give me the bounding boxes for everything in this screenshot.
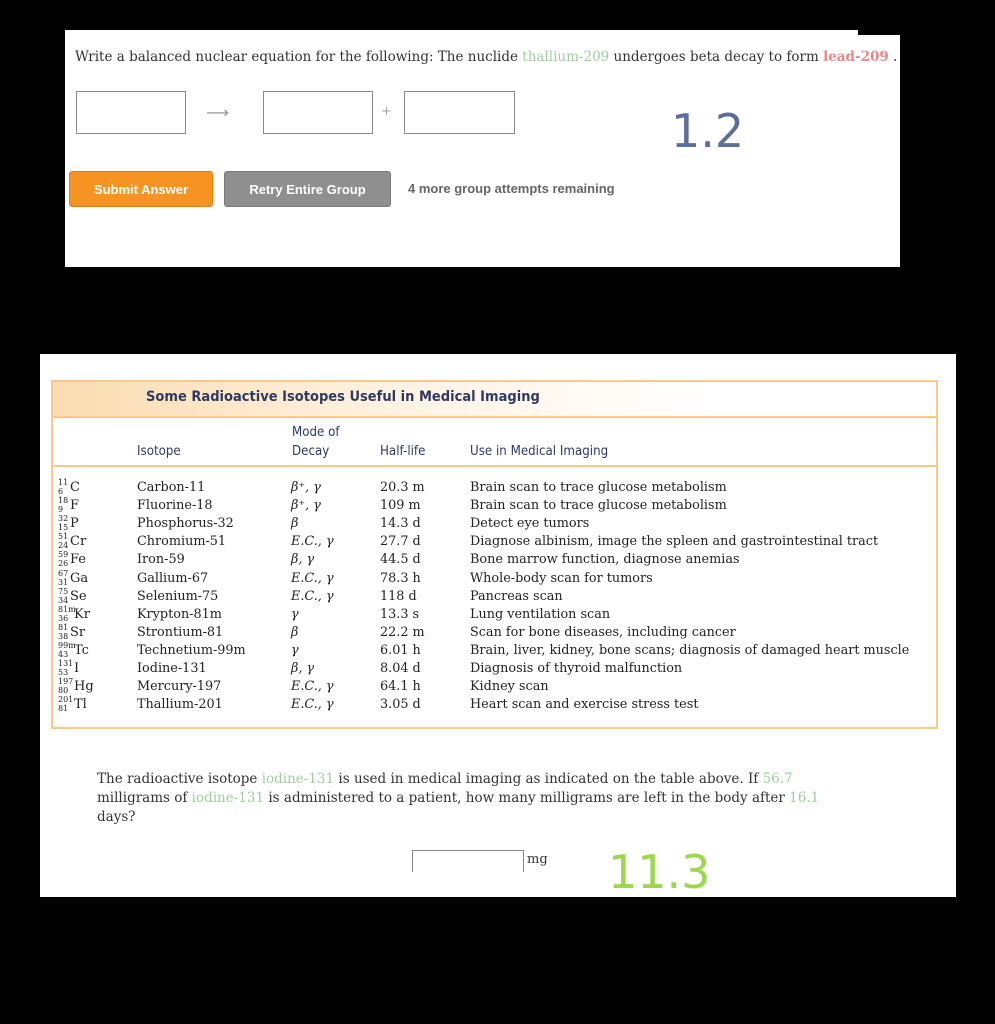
- header-divider: [53, 465, 936, 467]
- medical-use: Scan for bone diseases, including cancer: [470, 624, 736, 640]
- header-use: Use in Medical Imaging: [470, 443, 609, 459]
- atomic-number: 81: [58, 704, 69, 714]
- isotope-name: Fluorine-18: [137, 498, 213, 514]
- mass-number: 18: [58, 496, 69, 506]
- header-halflife: Half-life: [380, 443, 426, 459]
- medical-use: Whole-body scan for tumors: [470, 570, 653, 586]
- half-life: 14.3 d: [380, 516, 421, 532]
- answer-mg-input[interactable]: [412, 850, 524, 872]
- atomic-number: 9: [58, 505, 64, 515]
- q-part4: is administered to a patient, how many milligrams are left in the body after: [264, 790, 790, 806]
- product-1-input[interactable]: [263, 91, 373, 134]
- mass-number: 32: [58, 514, 69, 524]
- medical-use: Diagnose albinism, image the spleen and gastrointestinal tract: [470, 534, 879, 550]
- header-isotope: Isotope: [137, 443, 181, 459]
- panel-edge-cutout: [858, 30, 900, 35]
- mass-number: 75: [58, 586, 69, 596]
- isotope-name: Strontium-81: [137, 624, 224, 640]
- table-row: [53, 624, 936, 642]
- half-life: 22.2 m: [380, 624, 425, 640]
- medical-use: Diagnosis of thyroid malfunction: [470, 661, 683, 676]
- element-symbol: Sr: [70, 624, 86, 640]
- table-row: [53, 660, 936, 678]
- q-amount: 56.7: [762, 771, 793, 787]
- half-life-question-panel: [40, 354, 956, 897]
- handwritten-annotation: 11.3: [608, 845, 711, 899]
- isotope-name: Technetium-99m: [137, 642, 246, 658]
- medical-use: Brain, liver, kidney, bone scans; diagnosis of damaged heart muscle: [470, 642, 910, 658]
- isotope-symbol: [58, 604, 90, 624]
- table-row: [53, 678, 936, 696]
- question-reactant-nuclide: thallium-209: [522, 49, 610, 65]
- isotope-name: Krypton-81m: [137, 606, 222, 622]
- table-row: [53, 533, 936, 551]
- mass-number: 197: [58, 677, 74, 687]
- submit-answer-button[interactable]: Submit Answer: [69, 171, 213, 207]
- half-life: 6.01 h: [380, 642, 421, 658]
- element-symbol: F: [70, 498, 80, 514]
- atomic-number: 31: [58, 577, 69, 587]
- decay-mode: γ: [291, 606, 299, 622]
- half-life: 20.3 m: [380, 480, 425, 495]
- isotope-symbol: [58, 496, 80, 515]
- q-isotope: iodine-131: [261, 771, 335, 787]
- isotope-symbol: [58, 695, 87, 714]
- isotope-name: Thallium-201: [137, 697, 223, 713]
- title-divider: [53, 416, 936, 418]
- q-isotope-2: iodine-131: [191, 790, 265, 806]
- atomic-number: 6: [58, 487, 64, 496]
- product-2-input[interactable]: [404, 91, 515, 134]
- decay-mode: β: [291, 624, 299, 640]
- element-symbol: Cr: [70, 534, 87, 550]
- half-life: 109 m: [380, 498, 421, 514]
- q-part2: is used in medical imaging as indicated on the table above. If: [334, 771, 763, 787]
- isotope-name: Phosphorus-32: [137, 516, 234, 532]
- table-row: [53, 696, 936, 714]
- half-life: 13.3 s: [380, 606, 420, 622]
- table-row: [53, 588, 936, 606]
- isotope-name: Mercury-197: [137, 679, 222, 695]
- table-title-bar: [53, 382, 936, 416]
- table-title: Some Radioactive Isotopes Useful in Medical Imaging: [146, 389, 540, 405]
- medical-use: Bone marrow function, diagnose anemias: [470, 552, 740, 568]
- header-mode-line2: Decay: [292, 443, 330, 459]
- table-row: [53, 551, 936, 569]
- unit-label: mg: [527, 852, 548, 867]
- decay-mode: E.C., γ: [291, 570, 334, 586]
- element-symbol: P: [70, 516, 79, 532]
- q-time: 16.1: [789, 790, 820, 806]
- q-part1: The radioactive isotope: [97, 771, 262, 787]
- mass-number: 59: [58, 550, 69, 560]
- medical-use: Kidney scan: [470, 679, 549, 695]
- isotope-name: Iron-59: [137, 552, 185, 568]
- decay-mode: E.C., γ: [291, 588, 334, 604]
- medical-use: Detect eye tumors: [470, 516, 590, 532]
- isotope-symbol: [58, 550, 87, 569]
- decay-mode: β: [291, 516, 299, 532]
- medical-use: Pancreas scan: [470, 588, 563, 604]
- question-text: [75, 49, 905, 65]
- half-life: 64.1 h: [380, 679, 421, 695]
- medical-use: Brain scan to trace glucose metabolism: [470, 480, 727, 495]
- medical-use: Lung ventilation scan: [470, 606, 611, 622]
- reaction-arrow-icon: ⟶: [206, 103, 229, 122]
- mass-number: 81: [58, 622, 69, 632]
- isotope-name: Chromium-51: [137, 534, 227, 550]
- q-part5: days?: [97, 809, 136, 825]
- table-row: [53, 479, 936, 497]
- half-life: 27.7 d: [380, 534, 421, 550]
- table-row: [53, 606, 936, 624]
- decay-mode: E.C., γ: [291, 679, 334, 695]
- question-end: .: [888, 49, 898, 65]
- atomic-number: 34: [58, 595, 69, 605]
- atomic-number: 26: [58, 559, 69, 569]
- decay-mode: β⁺, γ: [291, 480, 321, 495]
- isotope-name: Selenium-75: [137, 588, 219, 604]
- q-part3: milligrams of: [97, 790, 192, 806]
- decay-mode: β⁺, γ: [291, 498, 321, 514]
- nuclear-equation-question-panel: [65, 30, 900, 267]
- header-mode-line1: Mode of: [292, 424, 340, 440]
- isotope-symbol: [58, 677, 94, 696]
- question-middle: undergoes beta decay to form: [609, 49, 824, 65]
- isotope-table: [51, 380, 938, 729]
- question-text: [97, 770, 857, 827]
- question-product-nuclide: lead-209: [823, 49, 889, 65]
- element-symbol: Se: [70, 588, 87, 604]
- isotope-symbol: [58, 532, 87, 551]
- mass-number: 131: [58, 659, 74, 668]
- atomic-number: 38: [58, 631, 69, 641]
- isotope-name: Carbon-11: [137, 480, 206, 495]
- element-symbol: Kr: [74, 606, 90, 622]
- isotope-symbol: [58, 478, 80, 497]
- mass-number: 99m: [58, 640, 76, 650]
- isotope-symbol: [58, 640, 89, 660]
- atomic-number: 43: [58, 649, 69, 659]
- element-symbol: I: [74, 661, 80, 676]
- isotope-symbol: [58, 586, 87, 606]
- medical-use: Heart scan and exercise stress test: [470, 697, 699, 713]
- half-life: 78.3 h: [380, 570, 421, 586]
- isotope-symbol: [58, 659, 80, 678]
- decay-mode: β, γ: [291, 661, 315, 676]
- atomic-number: 80: [58, 686, 69, 696]
- element-symbol: Ga: [70, 570, 89, 586]
- atomic-number: 36: [58, 613, 69, 623]
- table-row: [53, 642, 936, 660]
- table-row: [53, 570, 936, 588]
- medical-use: Brain scan to trace glucose metabolism: [470, 498, 727, 514]
- element-symbol: Tl: [74, 697, 87, 713]
- half-life: 118 d: [380, 588, 417, 604]
- isotope-symbol: [58, 514, 79, 533]
- isotope-name: Gallium-67: [137, 570, 209, 586]
- element-symbol: C: [70, 480, 80, 495]
- decay-mode: γ: [291, 642, 299, 658]
- question-prefix: Write a balanced nuclear equation for the following: The nuclide: [75, 49, 523, 65]
- isotope-symbol: [58, 568, 89, 588]
- half-life: 3.05 d: [380, 697, 421, 713]
- atomic-number: 53: [58, 668, 69, 677]
- retry-group-button[interactable]: Retry Entire Group: [224, 171, 391, 207]
- half-life: 44.5 d: [380, 552, 421, 568]
- decay-mode: E.C., γ: [291, 697, 334, 713]
- half-life: 8.04 d: [380, 661, 421, 676]
- isotope-name: Iodine-131: [137, 661, 207, 676]
- isotope-symbol: [58, 622, 86, 642]
- mass-number: 67: [58, 568, 69, 578]
- plus-sign: +: [381, 104, 392, 119]
- decay-mode: E.C., γ: [291, 534, 334, 550]
- mass-number: 81m: [58, 604, 76, 614]
- mass-number: 201: [58, 695, 74, 705]
- handwritten-annotation: 1.2: [671, 104, 745, 158]
- mass-number: 11: [58, 478, 69, 487]
- decay-mode: β, γ: [291, 552, 315, 568]
- atomic-number: 24: [58, 541, 69, 551]
- table-row: [53, 515, 936, 533]
- table-row: [53, 497, 936, 515]
- element-symbol: Tc: [74, 642, 89, 658]
- atomic-number: 15: [58, 523, 69, 533]
- reactant-input[interactable]: [76, 91, 186, 134]
- element-symbol: Fe: [70, 552, 87, 568]
- mass-number: 51: [58, 532, 69, 542]
- attempts-remaining-text: 4 more group attempts remaining: [408, 181, 615, 196]
- element-symbol: Hg: [74, 679, 94, 695]
